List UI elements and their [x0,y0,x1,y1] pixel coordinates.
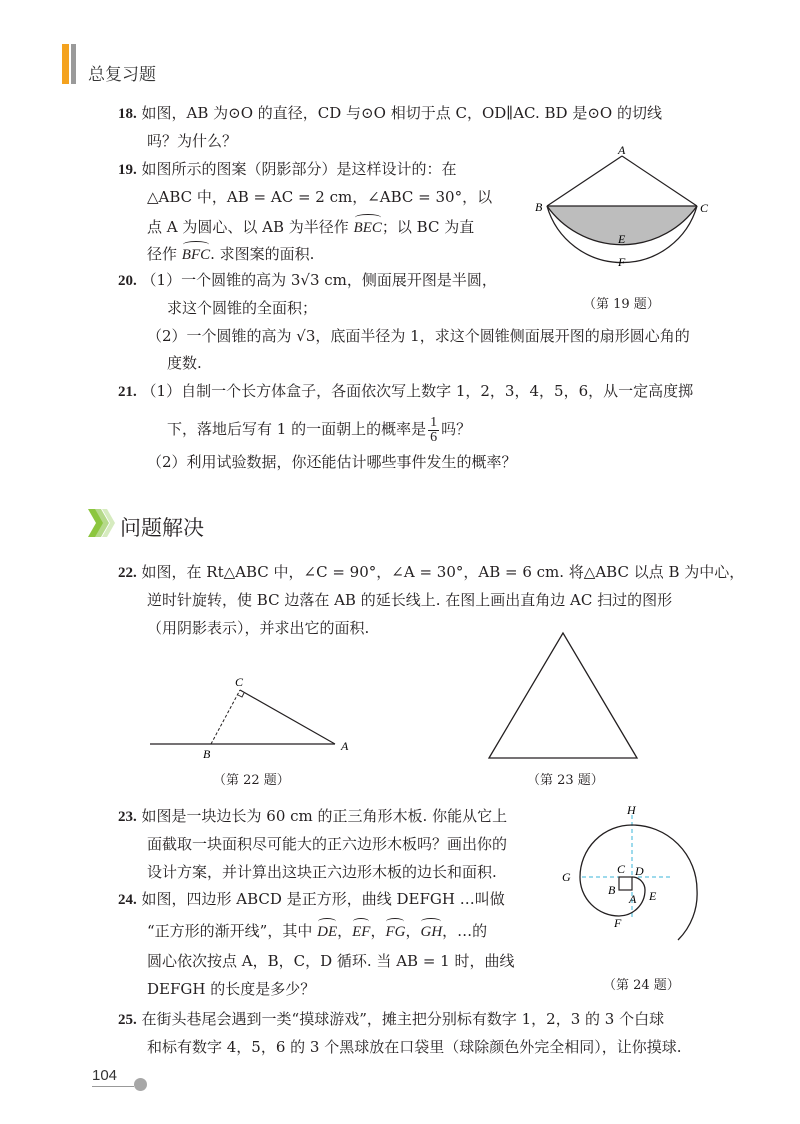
page-header-title: 总复习题 [88,65,156,85]
arc-label: EF [352,918,370,942]
question-text: （1）自制一个长方体盒子，各面依次写上数字 1，2，3，4，5，6，从一定高度掷 [141,382,694,400]
question-24-line4: DEFGH 的长度是多少？ [147,980,316,998]
question-25-line2: 和标有数字 4，5，6 的 3 个黑球放在口袋里（球除颜色外完全相同），让你摸球. [147,1038,682,1056]
header-accent-bar [62,44,69,84]
figure-24-caption: （第 24 题） [603,978,680,993]
side-ac [622,156,697,206]
label-c: C [617,862,626,876]
section-title: 问题解决 [120,516,204,540]
question-21 [118,381,693,402]
question-number: 25. [118,1012,137,1028]
label-e: E [649,889,657,903]
question-19 [118,159,457,180]
question-number: 20. [118,273,137,289]
question-25 [118,1009,664,1030]
question-23-line2: 面截取一块面积尽可能大的正六边形木板吗？画出你的 [147,835,508,853]
question-text: 如图，在 Rt△ABC 中，∠C = 90°，∠A = 30°，AB = 6 cm. 将△ABC 以点 B 为中心， [141,563,745,581]
page-dot-icon [134,1078,147,1091]
question-number: 19. [118,162,137,178]
side-bc [211,690,240,744]
text-part: 点 A 为圆心、以 AB 为半径作 [147,218,354,236]
question-19-line3 [147,214,474,238]
question-text: 如图所示的图案（阴影部分）是这样设计的：在 [141,160,457,178]
label-g: G [562,870,571,884]
square-abcd [619,877,632,890]
question-text: 如图是一块边长为 60 cm 的正三角形木板. 你能从它上 [141,807,508,825]
label-a: A [629,892,637,906]
label-h: H [627,803,636,817]
question-20-line2: 求这个圆锥的全面积； [167,299,318,317]
text-part: . 求图案的面积. [210,245,315,263]
label-e: E [618,232,626,246]
right-angle-mark [238,693,244,697]
question-19-line2: △ABC 中，AB = AC = 2 cm，∠ABC = 30°，以 [147,188,493,206]
label-c: C [235,675,244,689]
equilateral-triangle [489,633,637,758]
question-22-line2: 逆时针旋转，使 BC 边落在 AB 的延长线上. 在图上画出直角边 AC 扫过的图形 [147,591,673,609]
figure-23 [485,630,645,762]
question-18 [118,103,662,124]
label-a: A [618,143,626,157]
question-22-line3: （用阴影表示），并求出它的面积. [147,619,370,637]
label-f: F [618,255,626,269]
figure-19 [530,142,720,282]
question-number: 23. [118,809,137,825]
label-b: B [608,883,616,897]
question-19-line4 [147,241,314,265]
question-23 [118,806,507,827]
question-text: 在街头巷尾会遇到一类“摸球游戏”，摊主把分别标有数字 1，2，3 的 3 个白球 [141,1010,665,1028]
question-22 [118,562,744,583]
text-part: 吗？ [441,420,472,438]
denominator: 6 [430,429,438,445]
question-21-line2 [167,412,471,446]
question-number: 22. [118,565,137,581]
question-18-line2: 吗？为什么？ [147,132,238,150]
label-d: D [635,864,644,878]
figure-23-caption: （第 23 题） [527,773,604,788]
question-24-line3: 圆心依次按点 A，B，C，D 循环. 当 AB = 1 时，曲线 [147,952,515,970]
label-b: B [203,747,211,761]
label-b: B [535,200,543,214]
figure-24 [560,800,720,975]
page-number: 104 [92,1067,118,1084]
label-a: A [341,739,349,753]
label-c: C [700,201,709,215]
label-f: F [614,916,622,930]
arc-label: FG [385,918,405,942]
arc-label: DE [317,918,337,942]
question-20 [118,270,497,291]
figure-22 [145,670,365,765]
figure-19-caption: （第 19 题） [583,297,660,312]
page-number-rule [92,1086,134,1087]
question-number: 18. [118,106,137,122]
text-part: 径作 [147,245,182,263]
text-part: “正方形的渐开线”，其中 [147,922,318,940]
text-part: ；以 BC 为直 [381,218,475,236]
section-arrow-icon [88,507,118,539]
arc-label: BEC [354,214,382,238]
question-20-line4: 度数. [167,354,202,372]
side-ca [240,690,335,744]
question-20-line3: （2）一个圆锥的高为 √3，底面半径为 1，求这个圆锥侧面展开图的扇形圆心角的 [147,327,690,345]
question-number: 24. [118,892,137,908]
numerator: 1 [430,414,438,430]
side-ab [547,156,622,206]
question-21-line3: （2）利用试验数据，你还能估计哪些事件发生的概率？ [147,453,517,471]
text-part: 下，落地后写有 1 的一面朝上的概率是 [167,420,427,438]
arc-label: BFC [182,241,210,265]
question-24-line2: “正方形的渐开线”，其中 DE，EF，FG，GH，…的 [147,918,487,942]
involute-curve [580,825,697,940]
question-24 [118,889,505,910]
figure-22-caption: （第 22 题） [213,773,290,788]
arc-label: GH [420,918,442,942]
header-grey-bar [71,44,76,84]
question-text: 如图，AB 为⊙O 的直径，CD 与⊙O 相切于点 C，OD∥AC. BD 是⊙O 的切线 [141,104,662,122]
question-23-line3: 设计方案，并计算出这块正六边形木板的边长和面积. [147,863,497,881]
fraction [428,416,439,445]
text-part: ，…的 [442,922,488,940]
question-number: 21. [118,384,137,400]
question-text: 如图，四边形 ABCD 是正方形，曲线 DEFGH …叫做 [141,890,505,908]
question-text: （1）一个圆锥的高为 3√3 cm，侧面展开图是半圆， [141,271,497,289]
